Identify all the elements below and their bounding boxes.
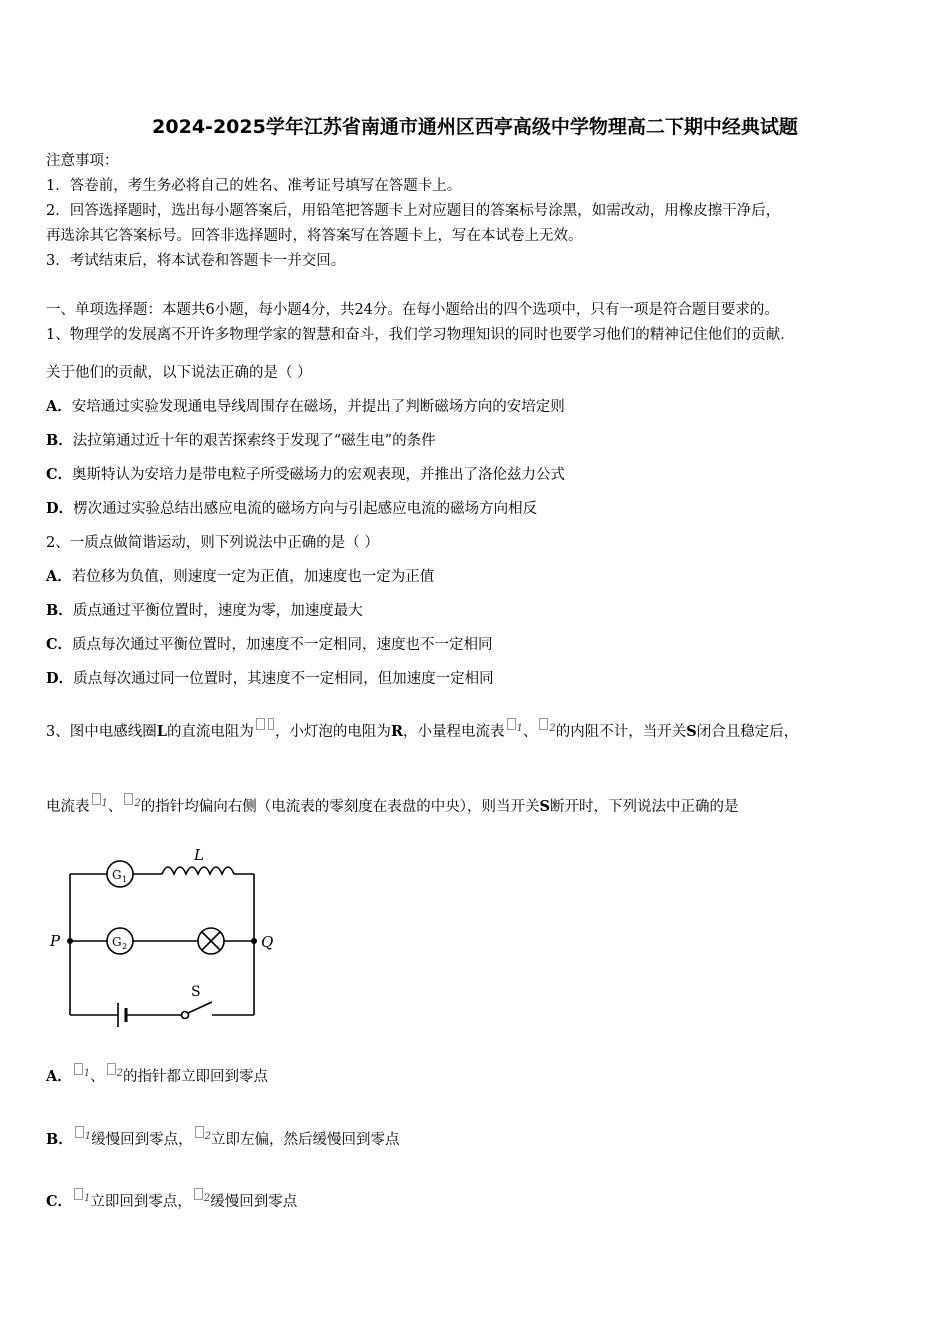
q3-subscript: 2 (134, 798, 141, 809)
q3-text: 的直流电阻为 (166, 724, 254, 740)
switch-contact-icon (182, 1012, 189, 1019)
q3-text: 、 (90, 1069, 105, 1085)
formula-placeholder-icon (124, 793, 133, 805)
inductor-label: L (194, 846, 204, 864)
q1-stem-line1: 1、物理学的发展离不开许多物理学家的智慧和奋斗，我们学习物理知识的同时也要学习他们的精神记住他们的贡献． (46, 327, 795, 343)
option-text: 质点每次通过平衡位置时，加速度不一定相同，速度也不一定相同 (72, 637, 493, 653)
q3-symbol-s: S (686, 723, 697, 740)
node-q-label: Q (261, 933, 274, 951)
q2-option-d (46, 669, 494, 689)
q3-subscript: 1 (101, 798, 108, 809)
page-title: 2024-2025学年江苏省南通市通州区西亭高级中学物理高二下期中经典试题 (152, 116, 798, 138)
option-letter: A． (46, 568, 72, 585)
formula-placeholder-icon (92, 793, 101, 805)
q3-text: 电流表 (46, 799, 90, 815)
option-letter: B． (46, 1131, 73, 1148)
option-letter: B． (46, 432, 73, 449)
q3-option-b (46, 1126, 400, 1150)
option-text: 若位移为负值，则速度一定为正值，加速度也一定为正值 (71, 569, 435, 585)
q3-text: 闭合且稳定后， (696, 724, 799, 740)
node-p-label: P (50, 932, 61, 950)
option-text: 缓慢回到零点 (210, 1194, 298, 1210)
q3-symbol-l: L (156, 723, 167, 740)
option-text: 质点通过平衡位置时，速度为零，加速度最大 (72, 603, 363, 619)
q2-option-a (46, 567, 434, 587)
formula-placeholder-icon (107, 1063, 116, 1075)
formula-placeholder-icon (75, 1126, 84, 1138)
q1-option-d (46, 499, 537, 519)
q3-stem-line2 (46, 793, 738, 817)
formula-placeholder-icon (268, 718, 274, 730)
inductor-coil-icon (162, 867, 234, 874)
q3-text: ，小灯泡的电阻为 (274, 724, 391, 740)
option-text: 的指针都立即回到零点 (123, 1069, 269, 1085)
option-text: 缓慢回到零点， (91, 1132, 193, 1148)
option-letter: A． (46, 1068, 72, 1085)
notice-item-3: 3．考试结束后，将本试卷和答题卡一并交回。 (46, 253, 346, 269)
switch-lever-icon (188, 1002, 212, 1013)
q2-stem: 2、一质点做简谐运动，则下列说法中正确的是（ ） (46, 535, 379, 551)
option-letter: C． (46, 466, 73, 483)
option-text: 安培通过实验发现通电导线周围存在磁场，并提出了判断磁场方向的安培定则 (71, 399, 565, 415)
formula-placeholder-icon (539, 718, 548, 730)
q3-subscript: 2 (549, 723, 556, 734)
q3-text: 、 (107, 799, 123, 815)
q3-text: 的指针均偏向右侧（电流表的零刻度在表盘的中央），则当开关 (140, 799, 540, 815)
q1-stem-line2: 关于他们的贡献，以下说法正确的是（ ） (46, 365, 312, 381)
q3-symbol-r: R (390, 723, 403, 740)
option-text: 立即回到零点， (90, 1194, 192, 1210)
q1-option-a (46, 397, 565, 417)
option-letter: C． (46, 1193, 73, 1210)
circuit-diagram (46, 840, 286, 1035)
q3-text: ，小量程电流表 (403, 724, 505, 740)
q3-subscript: 1 (84, 1131, 92, 1142)
notice-item-2: 2．回答选择题时，选出每小题答案后，用铅笔把答题卡上对应题目的答案标号涂黑，如需改动，用橡皮擦干净后， (46, 203, 781, 219)
q3-option-a (46, 1063, 268, 1087)
g2-sub: 2 (122, 942, 128, 951)
option-text: 楞次通过实验总结出感应电流的磁场方向与引起感应电流的磁场方向相反 (73, 501, 538, 517)
option-letter: D． (46, 670, 74, 687)
formula-placeholder-icon (195, 1126, 204, 1138)
option-letter: D． (46, 500, 74, 517)
q2-option-b (46, 601, 363, 621)
q1-option-b (46, 431, 436, 451)
q3-text: 、 (522, 724, 538, 740)
node-q-dot (251, 938, 257, 944)
q1-option-c (46, 465, 565, 485)
notice-item-2-cont: 再选涂其它答案标号。回答非选择题时，将答案写在答题卡上，写在本试卷上无效。 (46, 228, 583, 244)
section-heading: 一、单项选择题：本题共6小题，每小题4分，共24分。在每小题给出的四个选项中，只有一项是符合题目要求的。 (46, 302, 779, 318)
q3-option-c (46, 1188, 297, 1212)
q3-stem-line1 (46, 718, 798, 742)
formula-placeholder-icon (194, 1188, 203, 1200)
option-text: 法拉第通过近十年的艰苦探索终于发现了“磁生电”的条件 (72, 433, 436, 449)
q3-text: 的内阻不计，当开关 (555, 724, 687, 740)
q3-subscript: 1 (83, 1068, 91, 1079)
notice-item-1: 1．答卷前，考生务必将自己的姓名、准考证号填写在答题卡上。 (46, 178, 462, 194)
q3-subscript: 1 (84, 1193, 91, 1204)
g1-label: G (112, 868, 122, 882)
node-p-dot (67, 938, 73, 944)
q3-subscript: 1 (516, 723, 523, 734)
switch-label: S (191, 984, 201, 1000)
option-text: 质点每次通过同一位置时，其速度不一定相同，但加速度一定相同 (73, 671, 494, 687)
q3-subscript: 2 (204, 1131, 212, 1142)
option-letter: B． (46, 602, 73, 619)
q3-symbol-s: S (539, 798, 550, 815)
g1-sub: 1 (122, 875, 128, 884)
option-letter: C． (46, 636, 73, 653)
formula-placeholder-icon (74, 1188, 83, 1200)
option-letter: A． (46, 398, 72, 415)
formula-placeholder-icon (256, 718, 265, 730)
formula-placeholder-icon (507, 718, 516, 730)
q3-subscript: 2 (203, 1193, 211, 1204)
formula-placeholder-icon (74, 1063, 83, 1075)
q3-text: 3、图中电感线圈 (46, 724, 157, 740)
notice-heading: 注意事项： (46, 153, 119, 169)
q3-subscript: 2 (116, 1068, 124, 1079)
option-text: 立即左偏，然后缓慢回到零点 (211, 1132, 400, 1148)
q3-text: 断开时，下列说法中正确的是 (549, 799, 739, 815)
q2-option-c (46, 635, 493, 655)
g2-label: G (112, 935, 122, 949)
option-text: 奥斯特认为安培力是带电粒子所受磁场力的宏观表现，并推出了洛伦兹力公式 (72, 467, 566, 483)
